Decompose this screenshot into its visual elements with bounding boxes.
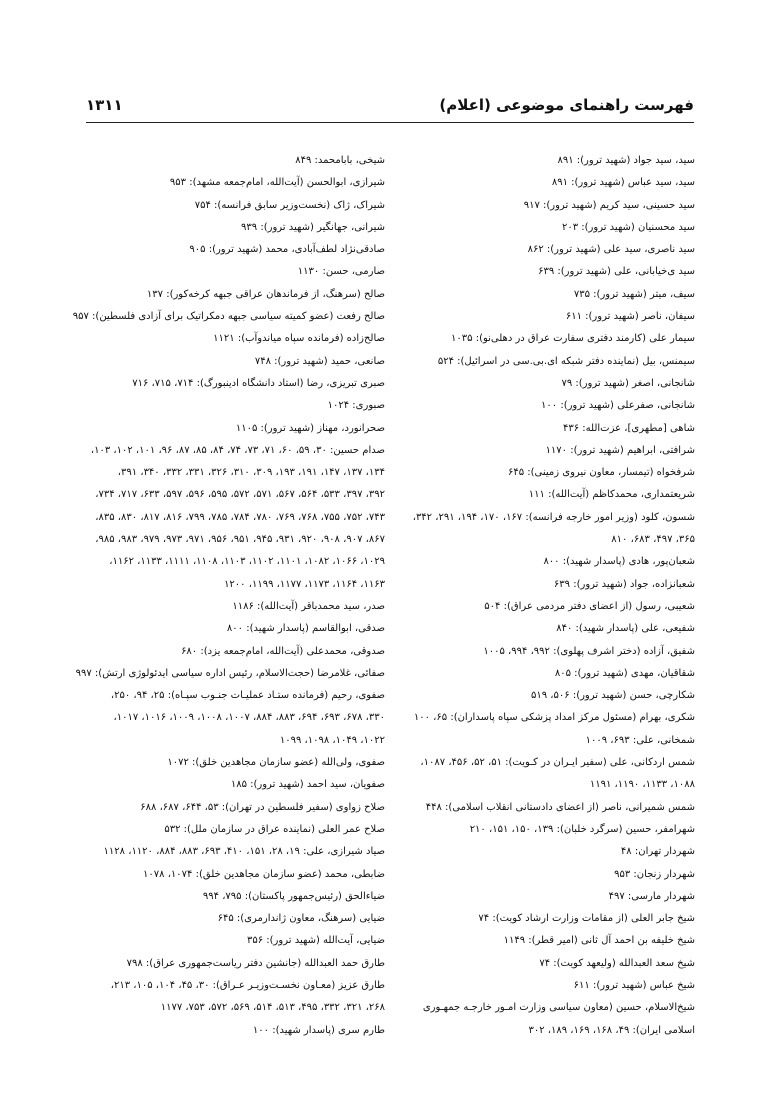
- index-entry: شیرانی، جهانگیر (شهید ترور): ۹۳۹: [241, 221, 385, 233]
- index-entry: صدوقی، محمدعلی (آیت‌الله، امام‌جمعه یزد): ۶۸۰: [181, 645, 385, 657]
- index-entry: ضابطی، محمد (عضو سازمان مجاهدین خلق): ۱۰۷۴، ۱۰۷۸: [143, 868, 385, 880]
- index-entry: طارم سری (پاسدار شهید): ۱۰۰: [252, 1024, 385, 1036]
- index-entry: شیرازی، ابوالحسن (آیت‌الله، امام‌جمعه مشهد): ۹۵۳: [169, 177, 385, 189]
- index-entry: شانجانی، صفرعلی (شهید ترور): ۱۰۰: [541, 400, 695, 412]
- index-entry: سیمار علی (کارمند دفتری سفارت عراق در دهلی‌نو): ۱۰۳۵: [451, 333, 695, 345]
- index-entry: شمس اردکانی، علی (سفیر ایـران در کـویت): ۵۱، ۵۲، ۴۵۶، ۱۰۸۷،: [420, 757, 695, 769]
- index-entry: صیاد شیرازی، علی: ۱۹، ۲۸، ۱۵۱، ۴۱۰، ۶۹۳، ۸۸۳، ۸۸۴، ۱۱۲۰، ۱۱۲۸: [103, 846, 385, 858]
- index-entry: سید ناصری، سید علی (شهید ترور): ۸۶۲: [527, 244, 695, 256]
- index-entry: شرفخواه (تیمسار، معاون نیروی زمینی): ۶۴۵: [507, 467, 695, 479]
- index-entry: سید ی‌خیابانی، علی (شهید ترور): ۶۳۹: [538, 266, 695, 278]
- index-entry: صارمی، حسن: ۱۱۳۰: [297, 266, 385, 278]
- index-entry: ۱۱۶۳، ۱۱۶۴، ۱۱۷۳، ۱۱۷۷، ۱۱۹۹، ۱۲۰۰: [224, 578, 385, 590]
- index-entry: شهردار تهران: ۴۸: [620, 846, 695, 858]
- index-entry: شانجانی، اصغر (شهید ترور): ۷۹: [561, 377, 695, 389]
- index-entry: صفویان، سید احمد (شهید ترور): ۱۸۵: [230, 779, 385, 791]
- index-entry: صالح‌زاده (فرمانده سپاه میاندوآب): ۱۱۲۱: [213, 333, 385, 345]
- index-entry: شرافتی، ابراهیم (شهید ترور): ۱۱۷۰: [545, 444, 695, 456]
- index-entry: شعبان‌پور، هادی (پاسدار شهید): ۸۰۰: [543, 556, 695, 568]
- index-entry: شهرامفر، حسین (سرگرد خلبان): ۱۳۹، ۱۵۰، ۱۵۱، ۲۱۰: [469, 823, 695, 835]
- index-entry: صدقی، ابوالقاسم (پاسدار شهید): ۸۰۰: [226, 623, 385, 635]
- index-entry: ۸۶۷، ۹۰۷، ۹۰۸، ۹۲۰، ۹۳۱، ۹۴۵، ۹۵۱، ۹۵۶، ۹۷۱، ۹۷۳، ۹۷۹، ۹۸۳، ۹۸۵،: [95, 534, 385, 546]
- index-entry: ۳۶۵، ۴۹۷، ۶۸۳، ۸۱۰: [611, 534, 695, 546]
- index-entry: صانعی، حمید (شهید ترور): ۷۴۸: [254, 355, 385, 367]
- index-entry: ۲۶۸، ۳۲۱، ۳۳۲، ۴۹۵، ۵۱۳، ۵۱۴، ۵۶۹، ۵۷۲، ۷۵۳، ۱۱۷۷: [160, 1002, 385, 1014]
- index-entry: ۱۰۲۹، ۱۰۶۶، ۱۰۸۲، ۱۱۰۱، ۱۱۰۲، ۱۱۰۳، ۱۱۰۸، ۱۱۱۱، ۱۱۳۳، ۱۱۶۲،: [109, 556, 385, 568]
- index-entry: شفیعی، علی (پاسدار شهید): ۸۴۰: [556, 623, 695, 635]
- index-entry: شیخ عباس (شهید ترور): ۶۱۱: [573, 979, 695, 991]
- index-entry: ۳۹۲، ۳۹۷، ۵۳۳، ۵۶۴، ۵۶۷، ۵۷۱، ۵۷۲، ۵۹۵، ۵۹۶، ۵۹۷، ۶۳۳، ۷۱۷، ۷۳۴،: [95, 489, 385, 501]
- index-entry: شکارچی، حسن (شهید ترور): ۵۰۶، ۵۱۹: [531, 690, 695, 702]
- index-entry: شهردار زنجان: ۹۵۳: [614, 868, 695, 880]
- index-entry: شیراک، ژاک (نخست‌وزیر سابق فرانسه): ۷۵۴: [194, 199, 385, 211]
- index-entry: ۷۴۳، ۷۵۲، ۷۵۵، ۷۶۸، ۷۶۹، ۷۸۰، ۷۸۴، ۷۸۵، ۷۹۹، ۸۱۶، ۸۱۷، ۸۳۰، ۸۳۵،: [95, 511, 385, 523]
- header-rule: [86, 122, 694, 123]
- index-entry: ۱۰۲۲، ۱۰۴۹، ۱۰۹۸، ۱۰۹۹: [279, 734, 385, 746]
- running-title: فهرست راهنمای موضوعی (اعلام): [439, 96, 694, 114]
- index-entry: ضیایی، آیت‌الله (شهید ترور): ۳۵۶: [246, 935, 385, 947]
- index-entry: شاهی [مطهری]، عزت‌الله: ۴۳۶: [562, 422, 695, 434]
- index-entry: صبوری: ۱۰۲۴: [327, 400, 385, 412]
- index-entry: شیخ‌الاسلام، حسین (معاون سیاسی وزارت امـور خارجـه جمهـوری: [422, 1002, 695, 1014]
- page-header: [86, 92, 694, 118]
- index-entry: شعبانزاده، جواد (شهید ترور): ۶۳۹: [553, 578, 695, 590]
- index-entry: شکری، بهرام (مسئول مرکز امداد پزشکی سپاه پاسداران): ۶۵، ۱۰۰: [413, 712, 695, 724]
- index-entry: شعیبی، رسول (از اعضای دفتر مردمی عراق): ۵۰۴: [484, 600, 695, 612]
- index-entry: صادقی‌نژاد لطف‌آبادی، محمد (شهید ترور): ۹۰۵: [189, 244, 385, 256]
- index-column-right: [395, 150, 695, 1042]
- index-entry: صالح (سرهنگ، از فرماندهان عراقی جبهه کرخه‌کور): ۱۳۷: [146, 288, 385, 300]
- index-entry: شمخانی، علی: ۶۹۳، ۱۰۰۹: [585, 734, 695, 746]
- index-entry: صبری تبریزی، رضا (استاد دانشگاه ادینبورگ): ۷۱۴، ۷۱۵، ۷۱۶: [132, 377, 385, 389]
- index-entry: سید حسینی، سید کریم (شهید ترور): ۹۱۷: [523, 199, 695, 211]
- page-number: ۱۳۱۱: [86, 96, 123, 114]
- index-entry: اسلامی ایران): ۴۹، ۱۶۸، ۱۶۹، ۱۸۹، ۳۰۲: [528, 1024, 695, 1036]
- index-entry: صلاح زواوی (سفیر فلسطین در تهران): ۵۳، ۶۴۴، ۶۸۷، ۶۸۸: [140, 801, 385, 813]
- index-entry: سید، سید جواد (شهید ترور): ۸۹۱: [557, 155, 695, 166]
- index-entry: سید محسنیان (شهید ترور): ۲۰۳: [561, 221, 695, 233]
- index-entry: سید، سید عباس (شهید ترور): ۸۹۱: [551, 177, 695, 189]
- index-entry: شیخی، بابامحمد: ۸۴۹: [295, 155, 385, 166]
- index-entry: ۱۳۴، ۱۳۷، ۱۴۷، ۱۹۱، ۱۹۳، ۳۰۹، ۳۱۰، ۳۲۶، ۳۳۱، ۳۳۲، ۳۴۰، ۳۹۱،: [117, 467, 385, 479]
- index-entry: شمس شمیرانی، ناصر (از اعضای دادستانی انقلاب اسلامی): ۴۴۸: [425, 801, 695, 813]
- index-entry: طارق عزیز (معـاون نخسـت‌وزیـر عـراق): ۳۰، ۴۵، ۱۰۴، ۱۰۵، ۲۱۳،: [110, 979, 385, 991]
- index-entry: طارق حمد العبدالله (جانشین دفتر ریاست‌جمهوری عراق): ۷۹۸: [126, 957, 385, 969]
- index-entry: شفیق، آزاده (دختر اشرف پهلوی): ۹۹۲، ۹۹۴، ۱۰۰۵: [483, 645, 695, 657]
- index-entry: شقاقیان، مهدی (شهید ترور): ۸۰۵: [554, 667, 695, 679]
- index-entry: صحرانورد، مهناز (شهید ترور): ۱۱۰۵: [235, 422, 385, 434]
- index-entry: صلاح عمر العلی (نماینده عراق در سازمان ملل): ۵۳۲: [164, 823, 385, 835]
- index-entry: سیف، میتر (شهید ترور): ۷۳۵: [573, 288, 695, 300]
- index-entry: سیمنس، بیل (نماینده دفتر شبکه ای.بی.سی در اسرائیل): ۵۲۴: [437, 355, 695, 367]
- index-entry: ۱۰۸۸، ۱۱۳۳، ۱۱۹۰، ۱۱۹۱: [589, 779, 695, 791]
- index-entry: شیخ سعد العبدالله (ولیعهد کویت): ۷۴: [539, 957, 695, 969]
- index-entry: صدر، سید محمدباقر (آیت‌الله): ۱۱۸۶: [232, 600, 385, 612]
- index-entry: صالح رفعت (عضو کمیته سیاسی جبهه دمکراتیک برای آزادی فلسطین): ۹۵۷: [72, 311, 385, 323]
- index-entry: صدام حسین: ۳۰، ۵۹، ۶۰، ۷۱، ۷۳، ۷۴، ۸۴، ۸۵، ۸۷، ۹۶، ۱۰۱، ۱۰۲، ۱۰۳،: [90, 444, 385, 456]
- index-entry: صفائی، غلامرضا (حجت‌الاسلام، رئیس اداره سیاسی ایدئولوژی ارتش): ۹۹۷: [75, 667, 385, 679]
- index-entry: شیخ خلیفه بن احمد آل ثانی (امیر قطر): ۱۱۴۹: [503, 935, 695, 947]
- index-entry: صفوی، ولی‌الله (عضو سازمان مجاهدین خلق): ۱۰۷۲: [167, 757, 385, 769]
- index-entry: ۳۳۰، ۶۷۸، ۶۹۳، ۶۹۴، ۸۸۳، ۸۸۴، ۱۰۰۷، ۱۰۰۸، ۱۰۰۹، ۱۰۱۶، ۱۰۱۷،: [113, 712, 385, 724]
- index-column-left: [72, 150, 385, 1042]
- index-entry: سیفان، ناصر (شهید ترور): ۶۱۱: [565, 311, 695, 323]
- index-entry: شیخ جابر العلی (از مقامات وزارت ارشاد کویت): ۷۴: [478, 913, 695, 925]
- index-entry: شسون، کلود (وزیر امور خارجه فرانسه): ۱۶۷، ۱۷۰، ۱۹۴، ۲۹۱، ۳۴۲،: [412, 511, 695, 523]
- index-entry: شهردار مارسی: ۴۹۷: [608, 890, 695, 902]
- index-entry: صفوی، رحیم (فرمانده ستـاد عملیـات جنـوب سپـاه): ۲۵، ۹۴، ۲۵۰،: [110, 690, 385, 702]
- index-entry: ضیایی (سرهنگ، معاون ژاندارمری): ۶۴۵: [217, 913, 385, 925]
- index-entry: ضیاءالحق (رئیس‌جمهور پاکستان): ۷۹۵، ۹۹۴: [202, 890, 385, 902]
- index-entry: شریعتمداری، محمدکاظم (آیت‌الله): ۱۱۱: [528, 489, 695, 501]
